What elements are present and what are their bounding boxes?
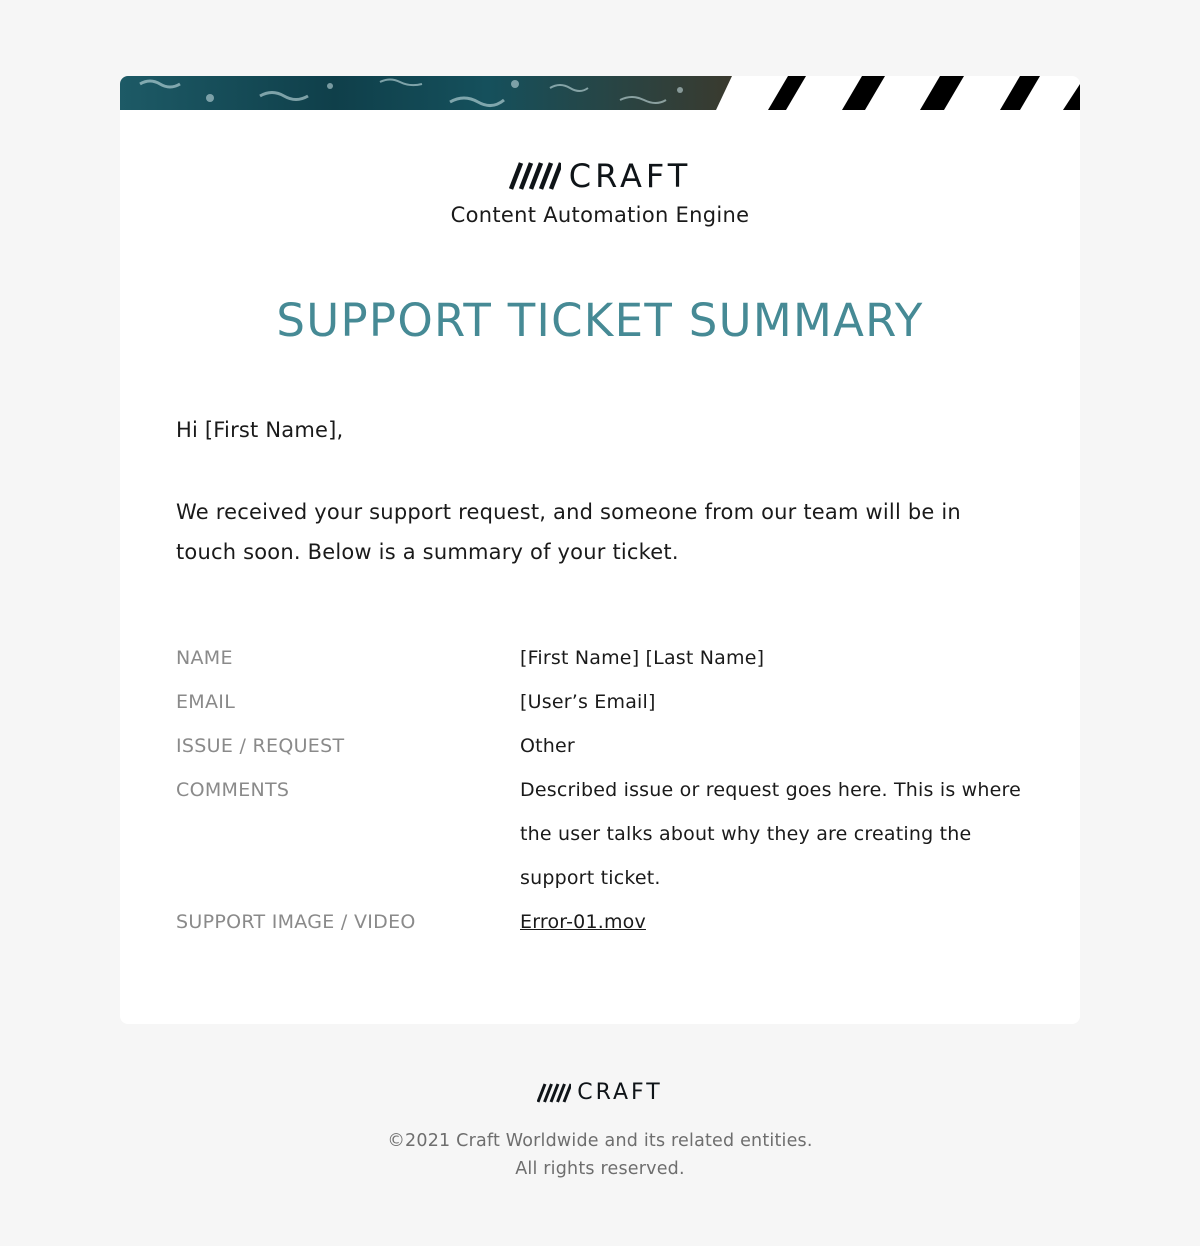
email-card <box>120 76 1080 1024</box>
attachment-link[interactable]: Error-01.mov <box>520 911 646 933</box>
field-value <box>520 900 1036 944</box>
footer-logo <box>537 1082 663 1104</box>
field-label: ISSUE / REQUEST <box>176 735 345 757</box>
logo-wordmark: CRAFT <box>568 157 692 195</box>
ticket-row-issue <box>176 724 1036 768</box>
ocean-waves-banner-image <box>120 76 1080 110</box>
craft-logo <box>509 157 692 195</box>
field-label: COMMENTS <box>176 779 290 801</box>
field-value: Other <box>520 735 575 757</box>
tagline: Content Automation Engine <box>450 203 750 227</box>
ticket-row-email <box>176 680 1036 724</box>
brand-header <box>120 157 1080 227</box>
ticket-row-comments <box>176 768 1036 900</box>
slashes-logo-icon <box>509 161 561 191</box>
copyright-text <box>0 1127 1200 1183</box>
ticket-row-name <box>176 636 1036 680</box>
copyright-line: ©2021 Craft Worldwide and its related entities. <box>387 1131 813 1151</box>
slashes-logo-icon <box>537 1083 571 1103</box>
footer <box>0 1082 1200 1183</box>
field-label: EMAIL <box>176 691 236 713</box>
ticket-summary-table <box>176 636 1036 944</box>
ticket-row-attachment <box>176 900 1036 944</box>
field-label: SUPPORT IMAGE / VIDEO <box>176 911 416 933</box>
greeting-text: Hi [First Name], <box>176 418 344 442</box>
field-value: Described issue or request goes here. This is where the user talks about why they are creating the support ticket. <box>520 779 1022 889</box>
field-label: NAME <box>176 647 233 669</box>
footer-wordmark: CRAFT <box>577 1080 663 1105</box>
header-banner <box>120 76 1080 110</box>
intro-paragraph: We received your support request, and someone from our team will be in touch soon. Below is a summary of your ticket. <box>176 500 961 564</box>
field-value: [First Name] [Last Name] <box>520 647 765 669</box>
page-title: SUPPORT TICKET SUMMARY <box>276 294 924 347</box>
rights-line: All rights reserved. <box>515 1159 685 1179</box>
field-value: [User’s Email] <box>520 691 656 713</box>
